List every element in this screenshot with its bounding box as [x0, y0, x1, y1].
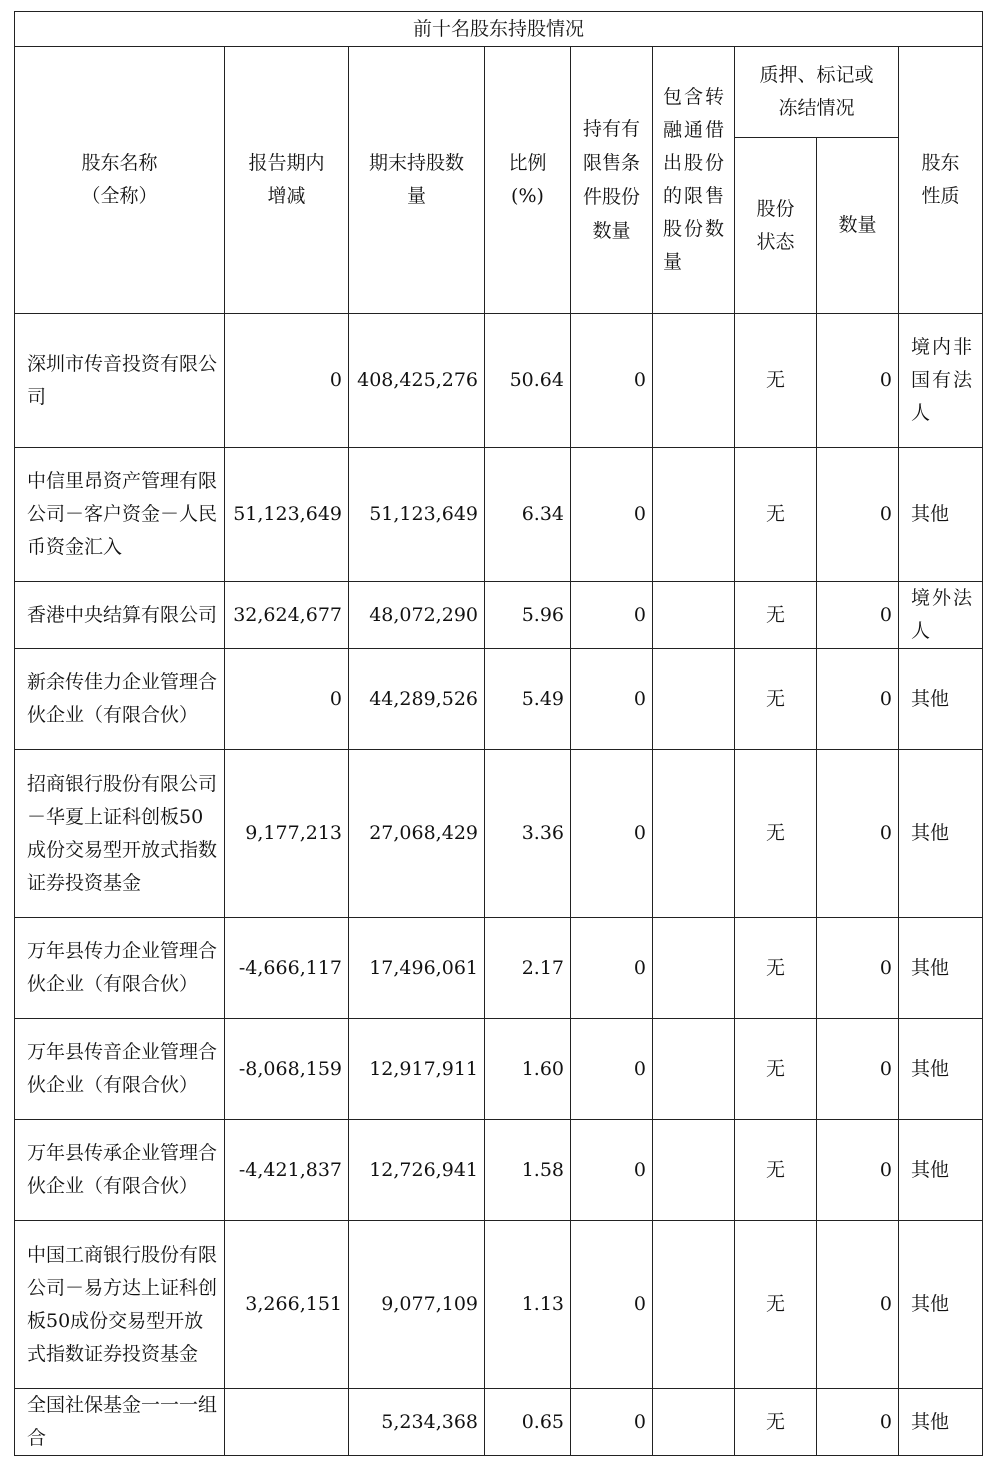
- table-title: 前十名股东持股情况: [15, 12, 983, 47]
- cell-lent-shares: [653, 750, 735, 918]
- cell-pledge-status: 无: [735, 1221, 817, 1389]
- table-row: [15, 1120, 983, 1221]
- cell-pledge-amount: 0: [817, 649, 899, 750]
- cell-ratio: 3.36: [485, 750, 571, 918]
- cell-shareholder-nature: 境内非国有法人: [899, 314, 983, 448]
- cell-shareholder-nature: 其他: [899, 1120, 983, 1221]
- cell-lent-shares: [653, 1019, 735, 1120]
- cell-pledge-amount: 0: [817, 314, 899, 448]
- cell-shareholder-nature: 其他: [899, 649, 983, 750]
- cell-lent-shares: [653, 448, 735, 582]
- header-pledge-amount: 数量: [817, 138, 899, 314]
- cell-shareholder-name: 香港中央结算有限公司: [15, 582, 225, 649]
- cell-shareholder-name: 全国社保基金一一一组合: [15, 1389, 225, 1456]
- cell-period-change: [225, 1389, 349, 1456]
- header-ratio: 比例 (%): [485, 47, 571, 314]
- cell-period-end-holding: 408,425,276: [349, 314, 485, 448]
- cell-pledge-status: 无: [735, 649, 817, 750]
- cell-period-end-holding: 5,234,368: [349, 1389, 485, 1456]
- cell-shareholder-name: 万年县传音企业管理合伙企业（有限合伙）: [15, 1019, 225, 1120]
- cell-shareholder-name: 新余传佳力企业管理合伙企业（有限合伙）: [15, 649, 225, 750]
- table-row: [15, 1389, 983, 1456]
- cell-shareholder-nature: 其他: [899, 1389, 983, 1456]
- cell-lent-shares: [653, 1221, 735, 1389]
- cell-pledge-amount: 0: [817, 1120, 899, 1221]
- cell-pledge-status: 无: [735, 1389, 817, 1456]
- cell-pledge-status: 无: [735, 314, 817, 448]
- cell-restricted-shares: 0: [571, 582, 653, 649]
- table-row: [15, 582, 983, 649]
- cell-lent-shares: [653, 314, 735, 448]
- cell-period-end-holding: 48,072,290: [349, 582, 485, 649]
- header-shareholder-nature: 股东 性质: [899, 47, 983, 314]
- cell-restricted-shares: 0: [571, 1019, 653, 1120]
- cell-period-change: 9,177,213: [225, 750, 349, 918]
- cell-lent-shares: [653, 649, 735, 750]
- table-row: [15, 750, 983, 918]
- cell-pledge-status: 无: [735, 750, 817, 918]
- cell-restricted-shares: 0: [571, 649, 653, 750]
- cell-period-change: 0: [225, 314, 349, 448]
- cell-shareholder-nature: 其他: [899, 448, 983, 582]
- cell-period-end-holding: 12,917,911: [349, 1019, 485, 1120]
- cell-ratio: 5.49: [485, 649, 571, 750]
- cell-shareholder-nature: 其他: [899, 1019, 983, 1120]
- cell-restricted-shares: 0: [571, 1221, 653, 1389]
- header-period-change: 报告期内 增减: [225, 47, 349, 314]
- header-shareholder-name: 股东名称 （全称）: [15, 47, 225, 314]
- cell-lent-shares: [653, 918, 735, 1019]
- cell-period-change: 3,266,151: [225, 1221, 349, 1389]
- cell-period-end-holding: 27,068,429: [349, 750, 485, 918]
- cell-pledge-status: 无: [735, 1019, 817, 1120]
- cell-ratio: 1.58: [485, 1120, 571, 1221]
- cell-pledge-amount: 0: [817, 1221, 899, 1389]
- cell-shareholder-nature: 其他: [899, 918, 983, 1019]
- table-row: [15, 1019, 983, 1120]
- cell-shareholder-name: 中国工商银行股份有限公司－易方达上证科创板50成份交易型开放式指数证券投资基金: [15, 1221, 225, 1389]
- table-row: [15, 314, 983, 448]
- cell-lent-shares: [653, 1120, 735, 1221]
- cell-lent-shares: [653, 582, 735, 649]
- table-row: [15, 448, 983, 582]
- cell-pledge-amount: 0: [817, 582, 899, 649]
- cell-period-change: 0: [225, 649, 349, 750]
- cell-restricted-shares: 0: [571, 1389, 653, 1456]
- cell-restricted-shares: 0: [571, 918, 653, 1019]
- cell-pledge-status: 无: [735, 918, 817, 1019]
- cell-pledge-amount: 0: [817, 750, 899, 918]
- cell-ratio: 2.17: [485, 918, 571, 1019]
- cell-period-end-holding: 44,289,526: [349, 649, 485, 750]
- cell-period-end-holding: 17,496,061: [349, 918, 485, 1019]
- cell-pledge-amount: 0: [817, 918, 899, 1019]
- header-restricted-shares: 持有有限售条件股份数量: [571, 47, 653, 314]
- cell-ratio: 1.13: [485, 1221, 571, 1389]
- cell-pledge-amount: 0: [817, 1019, 899, 1120]
- cell-period-end-holding: 12,726,941: [349, 1120, 485, 1221]
- cell-pledge-status: 无: [735, 582, 817, 649]
- cell-period-change: 32,624,677: [225, 582, 349, 649]
- header-period-end-holding: 期末持股数 量: [349, 47, 485, 314]
- header-pledge-group: 质押、标记或 冻结情况: [735, 47, 899, 138]
- cell-shareholder-nature: 境外法人: [899, 582, 983, 649]
- cell-period-change: -4,666,117: [225, 918, 349, 1019]
- shareholder-table-wrapper: [14, 11, 983, 1456]
- cell-period-change: -8,068,159: [225, 1019, 349, 1120]
- cell-shareholder-name: 万年县传承企业管理合伙企业（有限合伙）: [15, 1120, 225, 1221]
- cell-restricted-shares: 0: [571, 1120, 653, 1221]
- cell-restricted-shares: 0: [571, 314, 653, 448]
- cell-restricted-shares: 0: [571, 448, 653, 582]
- cell-restricted-shares: 0: [571, 750, 653, 918]
- header-lent-restricted-shares: 包含转融通借出股份的限售股份数量: [653, 47, 735, 314]
- cell-ratio: 50.64: [485, 314, 571, 448]
- cell-period-change: 51,123,649: [225, 448, 349, 582]
- cell-shareholder-name: 深圳市传音投资有限公司: [15, 314, 225, 448]
- cell-pledge-status: 无: [735, 448, 817, 582]
- cell-ratio: 6.34: [485, 448, 571, 582]
- cell-period-change: -4,421,837: [225, 1120, 349, 1221]
- table-row: [15, 649, 983, 750]
- cell-period-end-holding: 51,123,649: [349, 448, 485, 582]
- cell-shareholder-nature: 其他: [899, 1221, 983, 1389]
- table-row: [15, 918, 983, 1019]
- cell-ratio: 5.96: [485, 582, 571, 649]
- cell-shareholder-name: 万年县传力企业管理合伙企业（有限合伙）: [15, 918, 225, 1019]
- cell-shareholder-nature: 其他: [899, 750, 983, 918]
- cell-pledge-amount: 0: [817, 448, 899, 582]
- cell-pledge-amount: 0: [817, 1389, 899, 1456]
- cell-shareholder-name: 中信里昂资产管理有限公司－客户资金－人民币资金汇入: [15, 448, 225, 582]
- header-pledge-status: 股份 状态: [735, 138, 817, 314]
- cell-pledge-status: 无: [735, 1120, 817, 1221]
- cell-ratio: 0.65: [485, 1389, 571, 1456]
- table-body: [15, 314, 983, 1456]
- table-row: [15, 1221, 983, 1389]
- cell-period-end-holding: 9,077,109: [349, 1221, 485, 1389]
- top-ten-shareholders-table: [14, 11, 983, 1456]
- cell-ratio: 1.60: [485, 1019, 571, 1120]
- cell-lent-shares: [653, 1389, 735, 1456]
- cell-shareholder-name: 招商银行股份有限公司－华夏上证科创板50成份交易型开放式指数证券投资基金: [15, 750, 225, 918]
